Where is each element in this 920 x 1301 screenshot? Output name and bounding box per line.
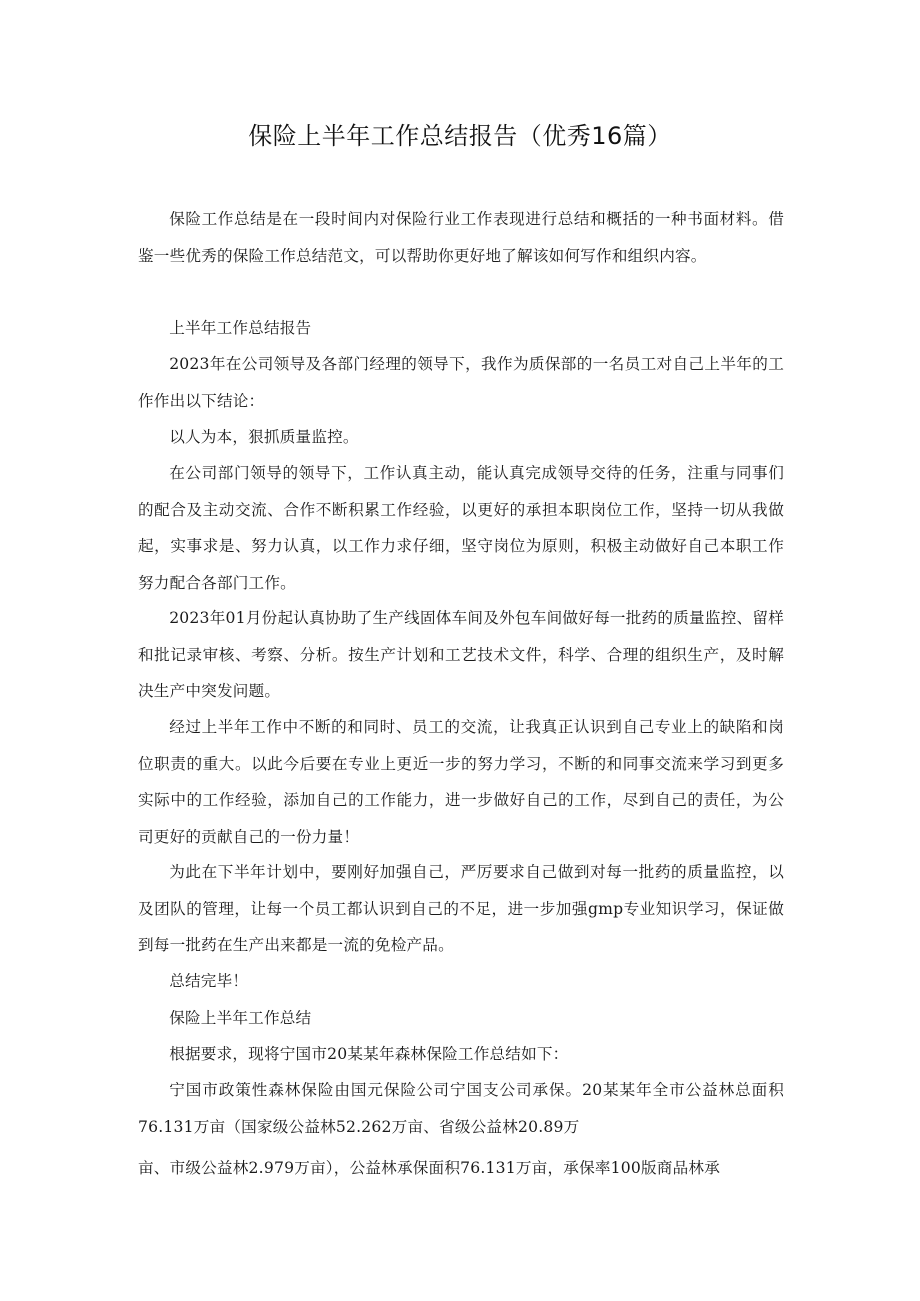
paragraph: 2023年在公司领导及各部门经理的领导下，我作为质保部的一名员工对自己上半年的工作作出以下结论： xyxy=(138,355,784,410)
paragraph: 为此在下半年计划中，要刚好加强自己，严厉要求自己做到对每一批药的质量监控，以及团队的管理，让每一个员工都认识到自己的不足，进一步加强gmp专业知识学习，保证做到每一批药在生产出来都是一流的免检产品。 xyxy=(138,863,784,954)
paragraph: 总结完毕！ xyxy=(169,972,249,990)
section-heading-summary: 保险上半年工作总结 xyxy=(169,1009,312,1027)
paragraph: 2023年01月份起认真协助了生产线固体车间及外包车间做好每一批药的质量监控、留样和批记录审核、考察、分析。按生产计划和工艺技术文件，科学、合理的组织生产，及时解决生产中突发问题。 xyxy=(138,609,784,700)
paragraph: 宁国市政策性森林保险由国元保险公司宁国支公司承保。20某某年全市公益林总面积76.131万亩（国家级公益林52.262万亩、省级公益林20.89万 xyxy=(138,1081,784,1136)
paragraph: 在公司部门领导的领导下，工作认真主动，能认真完成领导交待的任务，注重与同事们的配合及主动交流、合作不断积累工作经验，以更好的承担本职岗位工作，坚持一切从我做起，实事求是、努力认真，以工作力求仔细，坚守岗位为原则，积极主动做好自己本职工作努力配合各部门工作。 xyxy=(138,464,784,592)
section-heading-report: 上半年工作总结报告 xyxy=(169,319,312,337)
paragraph-intro: 保险工作总结是在一段时间内对保险行业工作表现进行总结和概括的一种书面材料。借鉴一些优秀的保险工作总结范文，可以帮助你更好地了解该如何写作和组织内容。 xyxy=(138,210,784,265)
paragraph: 经过上半年工作中不断的和同时、员工的交流，让我真正认识到自己专业上的缺陷和岗位职责的重大。以此今后要在专业上更近一步的努力学习，不断的和同事交流来学习到更多实际中的工作经验，添加自己的工作能力，进一步做好自己的工作，尽到自己的责任，为公司更好的贡献自己的一份力量！ xyxy=(138,718,784,846)
document-title: 保险上半年工作总结报告（优秀16篇） xyxy=(248,122,672,150)
paragraph: 亩、市级公益林2.979万亩），公益林承保面积76.131万亩，承保率100版商品林承 xyxy=(138,1159,720,1177)
paragraph: 根据要求，现将宁国市20某某年森林保险工作总结如下： xyxy=(169,1045,569,1063)
paragraph: 以人为本，狠抓质量监控。 xyxy=(169,428,359,446)
